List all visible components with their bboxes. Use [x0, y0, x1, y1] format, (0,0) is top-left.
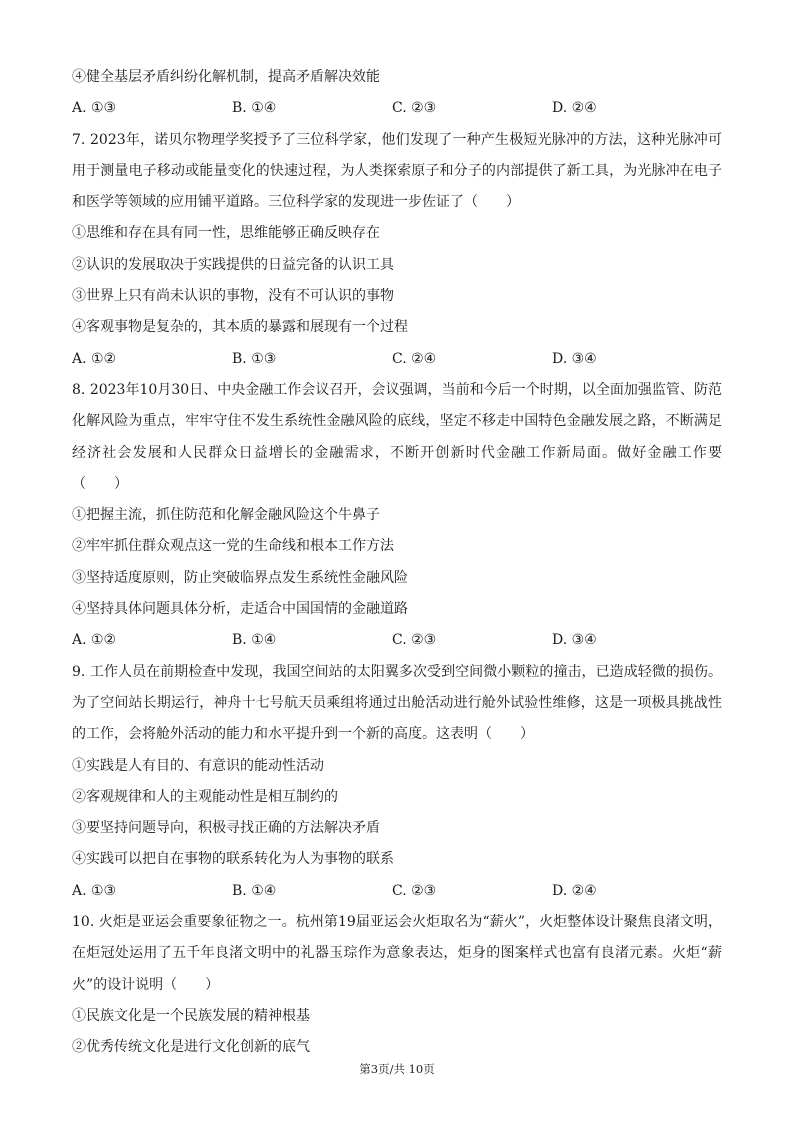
q7-option-1: ①思维和存在具有同一性，思维能够正确反映存在 — [72, 225, 380, 242]
q9-choice-c[interactable]: C. ②③ — [392, 882, 437, 899]
q6-choice-c[interactable]: C. ②③ — [392, 100, 437, 117]
q6-option-4: ④健全基层矛盾纠纷化解机制，提高矛盾解决效能 — [72, 69, 380, 85]
q7-option-2: ②认识的发展取决于实践提供的日益完备的认识工具 — [72, 256, 394, 273]
q6-choice-d[interactable]: D. ②④ — [552, 100, 597, 117]
q9-answer-choices — [72, 876, 722, 907]
q10-option-2: ②优秀传统文化是进行文化创新的底气 — [72, 1039, 310, 1056]
q10-option-1: ①民族文化是一个民族发展的精神根基 — [72, 1007, 310, 1024]
q9-stem: 9. 工作人员在前期检查中发现，我国空间站的太阳翼多次受到空间微小颗粒的撞击，已造成轻微的损伤。为了空间站长期运行，神舟十七号航天员乘组将通过出舱活动进行舱外试验性维修，这是一项极具挑战性的工作，会将舱外活动的能力和水平提升到一个新的高度。这表明（ ） — [72, 663, 722, 743]
q6-choice-a[interactable]: A. ①③ — [72, 100, 117, 117]
q7-option-3: ③世界上只有尚未认识的事物，没有不可认识的事物 — [72, 288, 394, 305]
page-number-footer: 第3页/共 10页 — [359, 1062, 435, 1076]
q9-option-1: ①实践是人有目的、有意识的能动性活动 — [72, 757, 324, 774]
q8-option-2: ②牢牢抓住群众观点这一党的生命线和根本工作方法 — [72, 538, 394, 555]
q9-option-4: ④实践可以把自在事物的联系转化为人为事物的联系 — [72, 851, 394, 868]
q8-option-4: ④坚持具体问题具体分析，走适合中国国情的金融道路 — [72, 601, 408, 618]
exam-page — [72, 62, 722, 1064]
q8-choice-d[interactable]: D. ③④ — [552, 632, 597, 649]
q8-choice-c[interactable]: C. ②③ — [392, 632, 437, 649]
q9-option-3: ③要坚持问题导向，积极寻找正确的方法解决矛盾 — [72, 820, 380, 837]
q8-stem: 8. 2023年10月30日、中央金融工作会议召开，会议强调，当前和今后一个时期，以全面加强监管、防范化解风险为重点，牢牢守住不发生系统性金融风险的底线，坚定不移走中国特色金融发展之路，不断满足经济社会发展和人民群众日益增长的金融需求，不断开创新时代金融工作新局面。做好金融工作要（ ） — [72, 381, 722, 492]
q7-choice-b[interactable]: B. ①③ — [232, 350, 277, 367]
q6-answer-choices — [72, 93, 722, 124]
q8-choice-b[interactable]: B. ①④ — [232, 632, 277, 649]
q9-option-2: ②客观规律和人的主观能动性是相互制约的 — [72, 788, 338, 805]
q9-choice-d[interactable]: D. ②④ — [552, 882, 597, 899]
q8-option-1: ①把握主流，抓住防范和化解金融风险这个牛鼻子 — [72, 507, 380, 524]
q7-stem: 7. 2023年，诺贝尔物理学奖授予了三位科学家，他们发现了一种产生极短光脉冲的方法，这种光脉冲可用于测量电子移动或能量变化的快速过程，为人类探索原子和分子的内部提供了新工具，为光脉冲在电子和医学等领域的应用铺平道路。三位科学家的发现进一步佐证了（ ） — [72, 131, 722, 211]
q9-choice-b[interactable]: B. ①④ — [232, 882, 277, 899]
q7-option-4: ④客观事物是复杂的，其本质的暴露和展现有一个过程 — [72, 319, 408, 336]
q6-choice-b[interactable]: B. ①④ — [232, 100, 277, 117]
q8-option-3: ③坚持适度原则，防止突破临界点发生系统性金融风险 — [72, 569, 408, 586]
q8-answer-choices — [72, 625, 722, 656]
q7-answer-choices — [72, 344, 722, 375]
q9-choice-a[interactable]: A. ①③ — [72, 882, 117, 899]
q7-choice-c[interactable]: C. ②④ — [392, 350, 437, 367]
q8-choice-a[interactable]: A. ①② — [72, 632, 117, 649]
q7-choice-a[interactable]: A. ①② — [72, 350, 117, 367]
q10-stem: 10. 火炬是亚运会重要象征物之一。杭州第19届亚运会火炬取名为“薪火”，火炬整体设计聚焦良渚文明，在炬冠处运用了五千年良渚文明中的礼器玉琮作为意象表达，炬身的图案样式也富有良渚元素。火炬“薪火”的设计说明（ ） — [72, 914, 722, 993]
q7-choice-d[interactable]: D. ③④ — [552, 350, 597, 367]
